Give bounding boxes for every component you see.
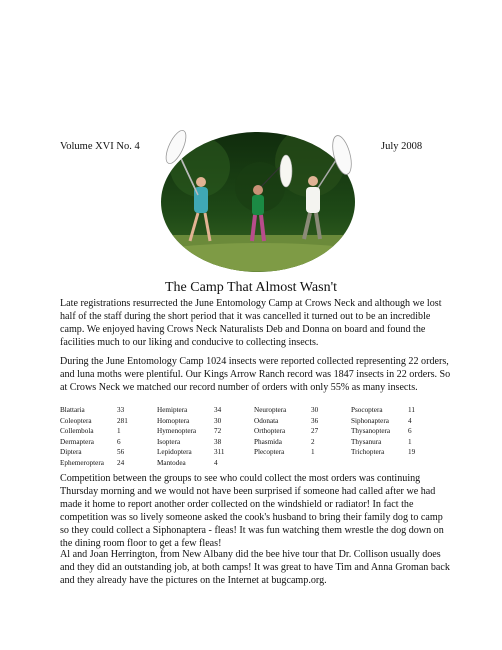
- table-row: [60, 426, 448, 437]
- order-count: [408, 458, 448, 469]
- order-name: Homoptera: [157, 416, 190, 425]
- table-row: [60, 416, 448, 427]
- order-name: Collembola: [60, 427, 94, 436]
- order-name: Plecoptera: [254, 448, 285, 457]
- paragraph-4: Al and Joan Herrington, from New Albany did the bee hive tour that Dr. Collison usually does and they did an outstanding job, at both camps! It was great to have Tim and Anna Groman back and they already have the pictures on the Internet at bugcamp.org.: [60, 549, 450, 586]
- order-count: 6: [408, 427, 412, 436]
- order-count: 6: [117, 437, 121, 446]
- order-count: 38: [214, 437, 222, 446]
- order-name: Lepidoptera: [157, 448, 192, 457]
- paragraph-1: Late registrations resurrected the June Entomology Camp at Crows Neck and although we lost half of the staff during the short period that it was cancelled it turned out to be an incredible camp. We enjoyed having Crows Neck Naturalists Deb and Donna on board and found the facilities much to our liking and conducive to collecting insects.: [60, 298, 442, 348]
- order-count: 311: [214, 448, 225, 457]
- order-name: Neuroptera: [254, 406, 287, 414]
- order-name: Dermaptera: [60, 437, 94, 446]
- order-count: 19: [408, 448, 416, 457]
- order-name: Siphonaptera: [351, 416, 389, 425]
- order-name: Mantodea: [157, 458, 186, 467]
- order-count: 4: [408, 416, 412, 425]
- order-name: Ephemeroptera: [60, 458, 104, 467]
- order-count: 2: [311, 437, 315, 446]
- order-name: Thysanoptera: [351, 427, 391, 436]
- order-name: [351, 458, 408, 469]
- order-count: 11: [408, 406, 415, 414]
- order-count: 27: [311, 427, 319, 436]
- order-name: Trichoptera: [351, 448, 385, 457]
- order-name: Hemiptera: [157, 406, 188, 414]
- order-name: Phasmida: [254, 437, 282, 446]
- order-name: Coleoptera: [60, 416, 92, 425]
- order-count: 281: [117, 416, 128, 425]
- order-count: 1: [311, 448, 315, 457]
- order-name: Diptera: [60, 448, 82, 457]
- order-name: Thysanura: [351, 437, 382, 446]
- table-row: [60, 437, 448, 448]
- order-name: Blattaria: [60, 406, 85, 414]
- order-count: 34: [214, 406, 222, 414]
- order-count: 33: [117, 406, 125, 414]
- order-count: 4: [214, 458, 218, 467]
- order-count: 72: [214, 427, 222, 436]
- order-count: [311, 458, 351, 469]
- issue-date: July 2008: [381, 141, 423, 152]
- order-count: 1: [117, 427, 121, 436]
- order-count: 30: [311, 406, 319, 414]
- order-name: Hymenoptera: [157, 427, 197, 436]
- order-count: 24: [117, 458, 125, 467]
- order-count: 30: [214, 416, 222, 425]
- paragraph-2: During the June Entomology Camp 1024 insects were reported collected representing 22 orders, and luna moths were plentiful. Our Kings Arrow Ranch record was 1847 insects in 22 orders. So at Crows Neck we matched our record number of orders with only 55% as many insects.: [60, 356, 451, 393]
- insect-orders-table: [60, 405, 448, 469]
- volume-number: Volume XVI No. 4: [60, 141, 140, 152]
- table-row: [60, 405, 448, 416]
- article-title: The Camp That Almost Wasn't: [165, 280, 337, 295]
- order-count: 1: [408, 437, 412, 446]
- paragraph-3: Competition between the groups to see who could collect the most orders was continuing Thursday morning and we would not have been surprised if someone had called after we had made it home to report another order collected on the windshield or radiator! In fact the competition was so lively someone asked the cook's husband to bring their family dog to camp so they could collect a Siphonaptera - fleas! It was fun watching them wrestle the dog down on the dining room floor to get a few fleas!: [60, 473, 444, 549]
- order-name: Orthoptera: [254, 427, 286, 436]
- table-row: [60, 447, 448, 458]
- order-count: 56: [117, 448, 125, 457]
- table-row: [60, 458, 448, 469]
- order-name: Odonata: [254, 416, 279, 425]
- order-count: 36: [311, 416, 319, 425]
- order-name: [254, 458, 311, 469]
- order-name: Psocoptera: [351, 406, 383, 414]
- camp-photo: [160, 127, 356, 273]
- order-name: Isoptera: [157, 437, 181, 446]
